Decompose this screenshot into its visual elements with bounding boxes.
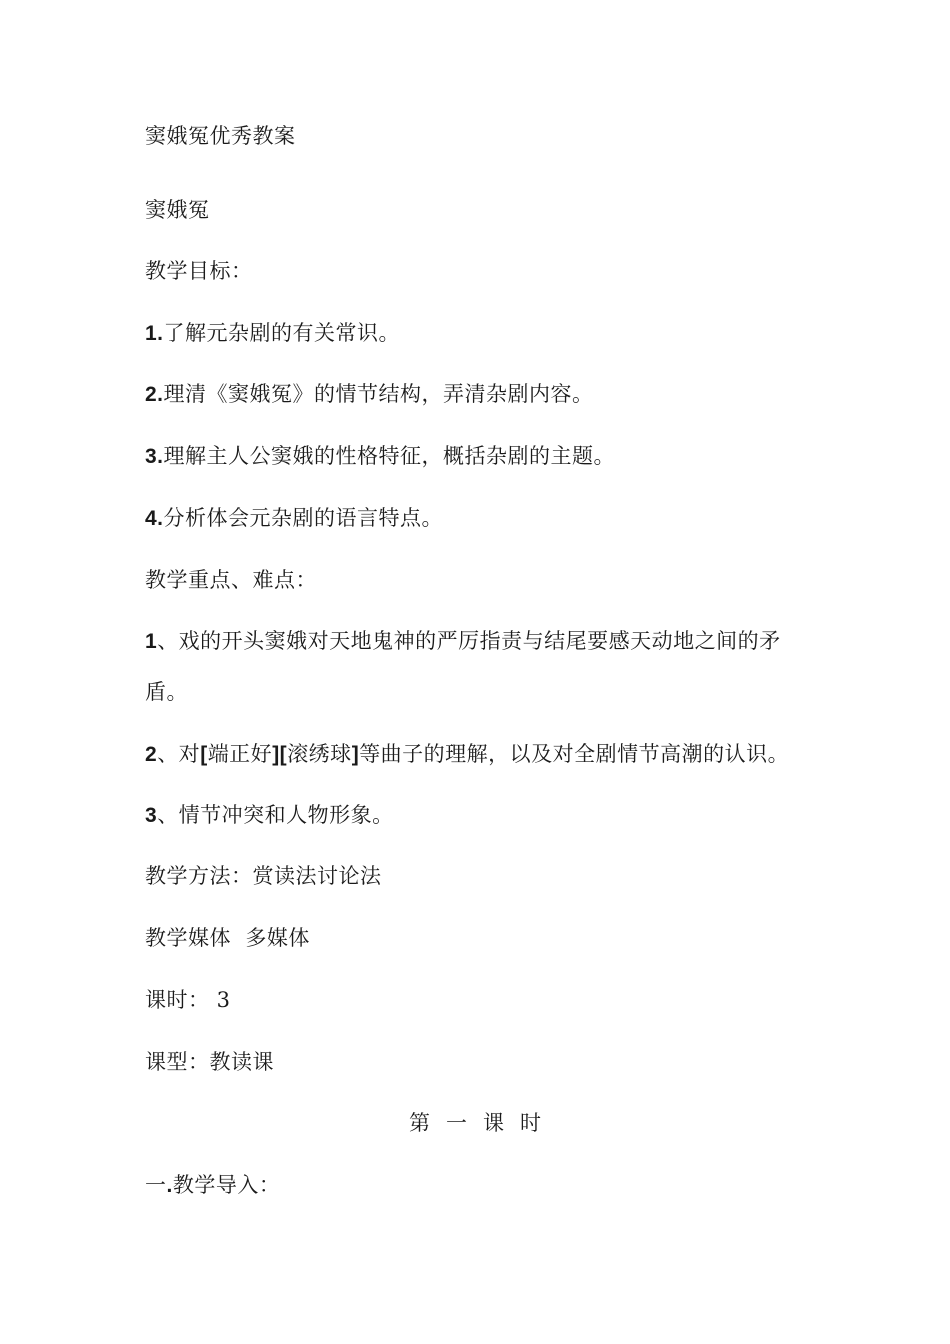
- bracket: ]: [351, 743, 360, 766]
- key-point-text: 、戏的开头窦娥对天地鬼神的严厉指责与结尾要感天动地之间的矛: [157, 629, 781, 653]
- section-title-char: 课: [483, 1111, 504, 1135]
- intro-dot: .: [166, 1174, 173, 1197]
- section-title-char: 时: [520, 1111, 541, 1135]
- bracket: [: [200, 743, 208, 766]
- lesson-type: 课型：教读课: [145, 1050, 274, 1074]
- objective-text: 了解元杂剧的有关常识。: [163, 321, 401, 345]
- objective-item-1: [145, 319, 400, 348]
- key-point-item-3: [145, 801, 394, 830]
- key-points-heading: 教学重点、难点：: [145, 568, 317, 592]
- objective-number: 3.: [145, 445, 164, 468]
- objective-number: 2.: [145, 383, 164, 406]
- bracket: ][: [272, 743, 288, 766]
- key-point-number: 1: [145, 630, 158, 653]
- section-title-char: 第: [409, 1111, 430, 1135]
- objective-number: 1.: [145, 322, 164, 345]
- objective-item-3: [145, 442, 615, 471]
- song-name: 滚绣球: [287, 742, 352, 766]
- section-title-char: 一: [446, 1111, 467, 1135]
- key-point-item-1: [145, 627, 781, 656]
- teaching-media: 教学媒体 多媒体: [145, 926, 310, 950]
- section-title: [0, 1109, 950, 1137]
- key-point-item-1-continuation: 盾。: [145, 680, 188, 704]
- intro-prefix: 一: [145, 1173, 167, 1197]
- objective-number: 4.: [145, 507, 164, 530]
- objective-item-4: [145, 504, 443, 533]
- class-hours: 课时： 3: [145, 988, 231, 1012]
- song-name: 端正好: [207, 742, 273, 766]
- objectives-heading: 教学目标：: [145, 259, 253, 283]
- key-point-number: 2: [145, 743, 158, 766]
- intro-text: 教学导入：: [172, 1173, 281, 1197]
- intro-heading: [145, 1171, 280, 1200]
- objective-text: 分析体会元杂剧的语言特点。: [163, 506, 444, 530]
- lesson-subtitle: 窦娥冤: [145, 198, 210, 222]
- key-point-text: 、情节冲突和人物形象。: [157, 803, 394, 827]
- key-point-text: 等曲子的理解，以及对全剧情节高潮的认识。: [359, 742, 790, 766]
- key-point-text: 、对: [157, 742, 201, 766]
- key-point-item-2: [145, 740, 789, 769]
- teaching-method: 教学方法：赏读法讨论法: [145, 864, 382, 888]
- document-title: 窦娥冤优秀教案: [145, 124, 296, 148]
- objective-text: 理解主人公窦娥的性格特征，概括杂剧的主题。: [163, 444, 616, 468]
- key-point-number: 3: [145, 804, 158, 827]
- objective-item-2: [145, 380, 594, 409]
- objective-text: 理清《窦娥冤》的情节结构，弄清杂剧内容。: [163, 382, 594, 406]
